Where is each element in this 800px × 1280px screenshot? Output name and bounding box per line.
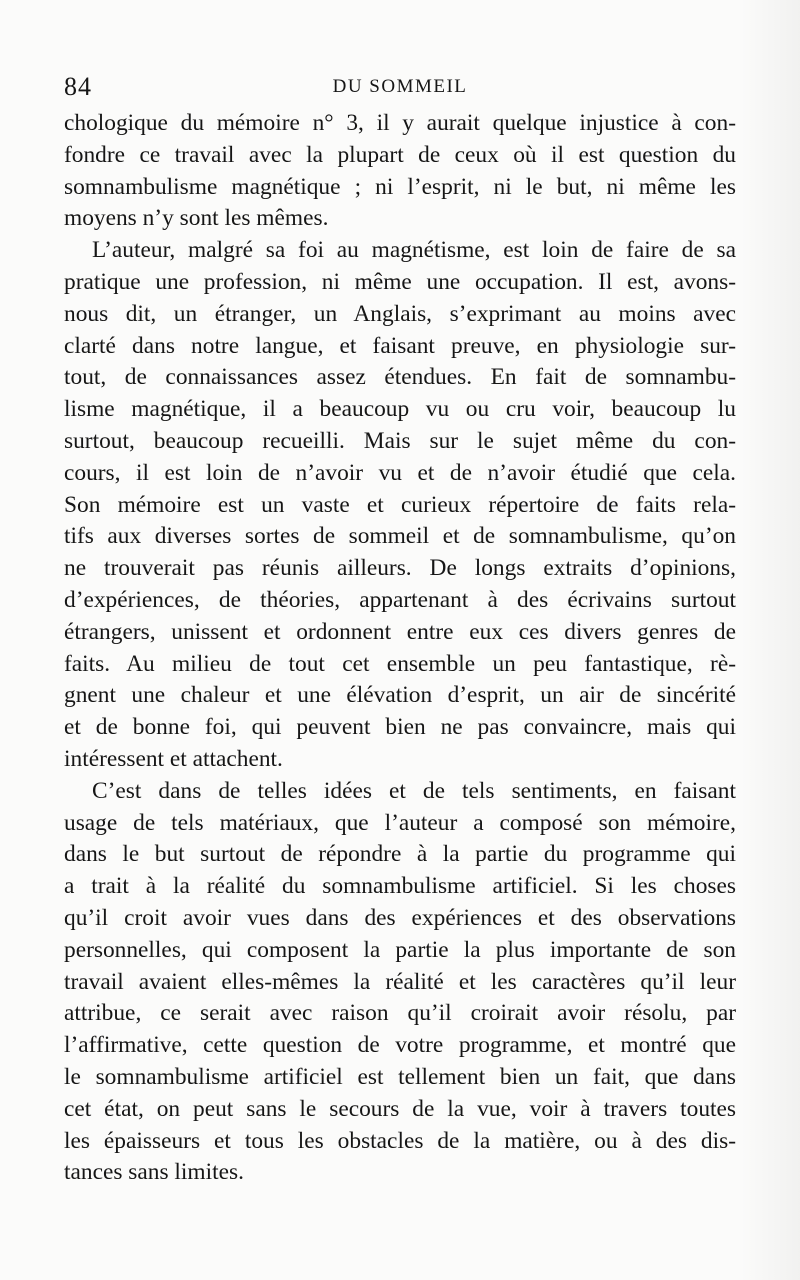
text-line: tances sans limites. bbox=[64, 1159, 244, 1186]
page-shading bbox=[740, 0, 800, 1280]
text-line: et de bonne foi, qui peuvent bien ne pas convaincre, mais qui bbox=[64, 714, 736, 741]
text-line: intéressent et attachent. bbox=[64, 745, 283, 772]
paragraph-1 bbox=[64, 108, 736, 235]
text-line: moyens n’y sont les mêmes. bbox=[64, 205, 329, 232]
running-title: DU SOMMEIL bbox=[332, 76, 468, 97]
text-line: chologique du mémoire n° 3, il y aurait quelque injustice à con- bbox=[64, 110, 736, 136]
paragraph-3 bbox=[64, 776, 736, 1189]
text-line: Son mémoire est un vaste et curieux répertoire de faits rela- bbox=[64, 491, 736, 518]
page-body bbox=[64, 108, 736, 1189]
text-line: gnent une chaleur et une élévation d’esprit, un air de sincérité bbox=[64, 682, 736, 709]
text-line: dans le but surtout de répondre à la partie du programme qui bbox=[64, 841, 736, 868]
text-line: cours, il est loin de n’avoir vu et de n’avoir étudié que cela. bbox=[64, 459, 736, 486]
text-line: les épaisseurs et tous les obstacles de la matière, ou à des dis- bbox=[64, 1127, 736, 1154]
text-line: usage de tels matériaux, que l’auteur a composé son mémoire, bbox=[64, 809, 736, 836]
text-line: ne trouverait pas réunis ailleurs. De longs extraits d’opinions, bbox=[64, 555, 736, 582]
text-line: d’expériences, de théories, appartenant à des écrivains surtout bbox=[64, 586, 736, 613]
text-line: attribue, ce serait avec raison qu’il croirait avoir résolu, par bbox=[64, 1000, 736, 1027]
text-line: fondre ce travail avec la plupart de ceux où il est question du bbox=[64, 141, 736, 168]
text-line: a trait à la réalité du somnambulisme artificiel. Si les choses bbox=[64, 873, 736, 900]
text-line: tout, de connaissances assez étendues. En fait de somnambu- bbox=[64, 364, 736, 391]
text-line: surtout, beaucoup recueilli. Mais sur le sujet même du con- bbox=[64, 427, 736, 454]
text-line: nous dit, un étranger, un Anglais, s’exprimant au moins avec bbox=[64, 300, 736, 327]
text-line: pratique une profession, ni même une occupation. Il est, avons- bbox=[64, 268, 736, 295]
text-line: étrangers, unissent et ordonnent entre eux ces divers genres de bbox=[64, 618, 736, 645]
page-number: 84 bbox=[64, 72, 92, 101]
text-line: tifs aux diverses sortes de sommeil et de somnambulisme, qu’on bbox=[64, 523, 736, 550]
text-line: C’est dans de telles idées et de tels sentiments, en faisant bbox=[92, 777, 736, 804]
text-line: L’auteur, malgré sa foi au magnétisme, est loin de faire de sa bbox=[92, 237, 736, 264]
text-line: somnambulisme magnétique ; ni l’esprit, ni le but, ni même les bbox=[64, 173, 736, 200]
text-line: lisme magnétique, il a beaucoup vu ou cru voir, beaucoup lu bbox=[64, 396, 736, 423]
text-line: personnelles, qui composent la partie la plus importante de son bbox=[64, 936, 736, 963]
page-header bbox=[64, 72, 736, 108]
text-line: travail avaient elles-mêmes la réalité et les caractères qu’il leur bbox=[64, 968, 736, 995]
text-line: cet état, on peut sans le secours de la vue, voir à travers toutes bbox=[64, 1095, 736, 1122]
paragraph-2 bbox=[64, 235, 736, 776]
text-line: clarté dans notre langue, et faisant preuve, en physiologie sur- bbox=[64, 332, 736, 359]
text-line: qu’il croit avoir vues dans des expériences et des observations bbox=[64, 904, 736, 931]
text-line: le somnambulisme artificiel est tellement bien un fait, que dans bbox=[64, 1063, 736, 1090]
text-line: l’affirmative, cette question de votre programme, et montré que bbox=[64, 1032, 736, 1059]
text-line: faits. Au milieu de tout cet ensemble un peu fantastique, rè- bbox=[64, 650, 736, 677]
